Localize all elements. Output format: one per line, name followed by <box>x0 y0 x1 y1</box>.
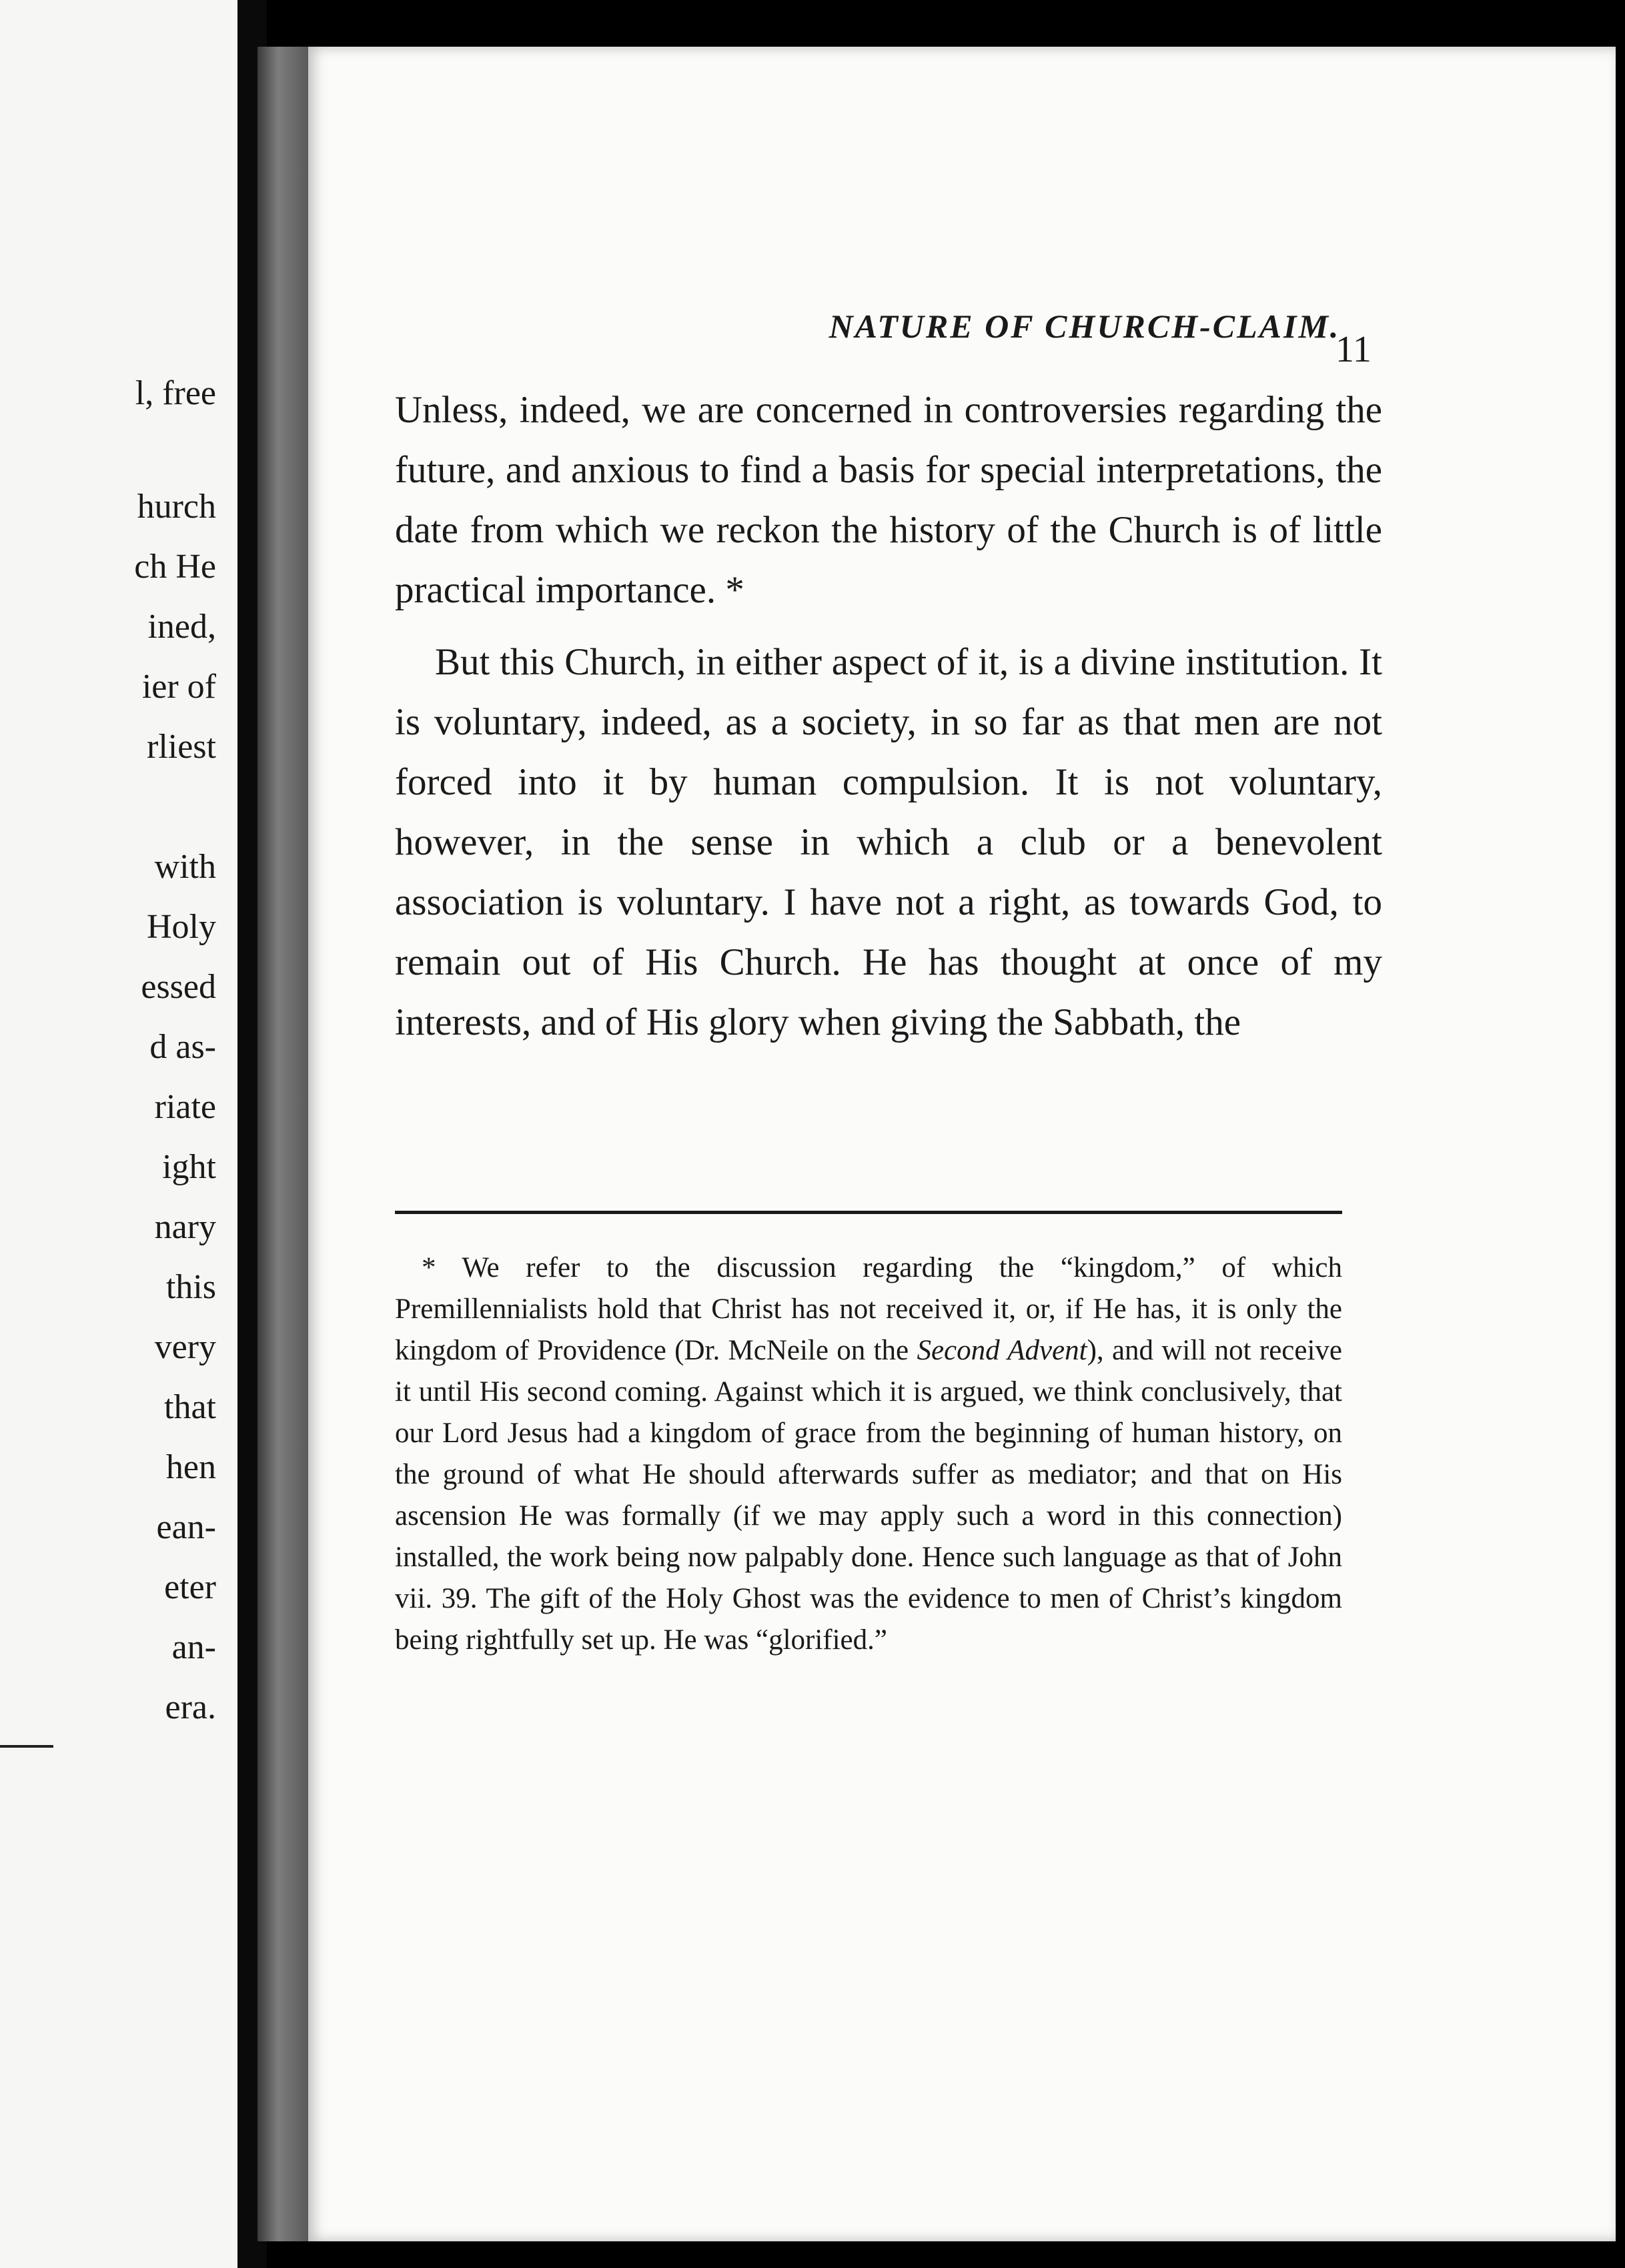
left-line-fragment: Holy <box>147 908 216 946</box>
right-page <box>308 47 1616 2241</box>
footnote-italic-title: Second Advent <box>917 1335 1087 1366</box>
left-line-fragment: nary <box>154 1208 216 1246</box>
left-line-fragment: ean- <box>156 1508 216 1546</box>
footnote-paragraph <box>395 1247 1342 1661</box>
body-paragraph: But this Church, in either aspect of it, is a divine institution. It is voluntary, indeed, as a society, in so far as that men are not forced into it by human compulsion. It is not voluntary, however, in the sense in which a club or a benevolent association is voluntary. I have not a right, as towards God, to remain out of His Church. He has thought at once of my interests, and of His glory when giving the Sabbath, the <box>395 641 1382 1043</box>
left-line-fragment: this <box>165 1268 216 1306</box>
left-line-fragment: with <box>154 848 216 886</box>
left-line-fragment: d as- <box>149 1028 216 1066</box>
left-line-fragment: hurch <box>137 488 216 526</box>
footnote-text: * We refer to the discussion regarding the “kingdom,” of which Premillennialists hold that Christ has not received it, or, if He has, it is only the kingdom of Providence (Dr. McNeile on the <box>395 1252 1342 1366</box>
left-line-fragment: essed <box>141 968 216 1006</box>
left-line-fragment: very <box>154 1328 216 1366</box>
body-text <box>395 380 1382 1053</box>
left-line-fragment: an- <box>171 1628 216 1666</box>
footnote-text: ), and will not receive it until His second coming. Against which it is argued, we think conclusively, that our Lord Jesus had a kingdom of grace from the beginning of human history, on the ground of what He should afterwards suffer as mediator; and that on His ascension He was formally (if we may apply such a word in this connection) installed, the work being now palpably done. Hence such language as that of John vii. 39. The gift of the Holy Ghost was the evidence to men of Christ’s kingdom being rightfully set up. He was “glorified.” <box>395 1335 1342 1656</box>
left-footnote-rule <box>0 1745 53 1748</box>
left-line-fragment: eter <box>164 1568 216 1606</box>
left-line-fragment: ight <box>162 1148 216 1186</box>
footnote <box>395 1247 1342 1661</box>
left-line-fragment: era. <box>165 1688 216 1726</box>
left-line-fragment: that <box>164 1388 216 1426</box>
left-line-fragment: ined, <box>147 608 216 646</box>
left-line-fragment: riate <box>154 1088 216 1126</box>
page-edge-shadow <box>257 47 308 2241</box>
left-line-fragment: rliest <box>147 728 216 766</box>
left-line-fragment: ch He <box>134 548 216 586</box>
page-number: 11 <box>1335 329 1372 370</box>
body-paragraph: Unless, indeed, we are concerned in controversies regarding the future, and anxious to find a basis for special interpretations, the date from which we reckon the history of the Church is of little practical importance. * <box>395 389 1382 611</box>
left-line-fragment: hen <box>165 1448 216 1486</box>
footnote-rule <box>395 1211 1342 1214</box>
left-line-fragment: ier of <box>141 668 216 706</box>
left-facing-page <box>0 0 237 2268</box>
running-head: NATURE OF CHURCH-CLAIM. <box>829 308 1341 345</box>
left-line-fragment: l, free <box>135 374 216 412</box>
